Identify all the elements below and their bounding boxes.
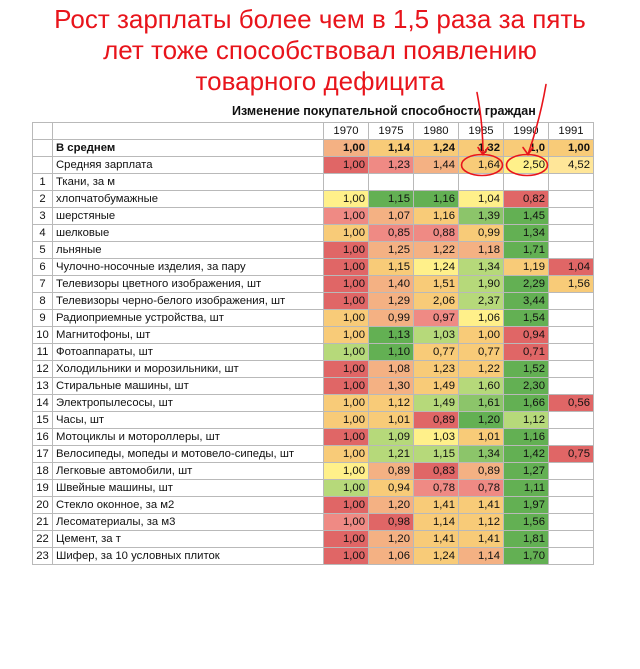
value-cell: 1,41 xyxy=(414,497,459,514)
year-header: 1975 xyxy=(369,123,414,140)
row-label: В среднем xyxy=(53,140,324,157)
row-number: 11 xyxy=(33,344,53,361)
value-cell: 1,61 xyxy=(459,395,504,412)
value-cell: 1,00 xyxy=(324,327,369,344)
value-cell: 1,04 xyxy=(459,191,504,208)
value-cell: 1,00 xyxy=(324,242,369,259)
value-cell: 1,34 xyxy=(459,446,504,463)
value-cell: 1,12 xyxy=(369,395,414,412)
row-number: 2 xyxy=(33,191,53,208)
value-cell: 1,15 xyxy=(414,446,459,463)
value-cell: 1,64 xyxy=(459,157,504,174)
value-cell: 1,23 xyxy=(369,157,414,174)
value-cell: 0,83 xyxy=(414,463,459,480)
value-cell: 1,16 xyxy=(504,429,549,446)
value-cell: 1,00 xyxy=(324,140,369,157)
row-label: хлопчатобумажные xyxy=(53,191,324,208)
value-cell: 1,01 xyxy=(459,429,504,446)
value-cell: 1,18 xyxy=(459,242,504,259)
row-number: 15 xyxy=(33,412,53,429)
row-label: Мотоциклы и мотороллеры, шт xyxy=(53,429,324,446)
row-label: Телевизоры цветного изображения, шт xyxy=(53,276,324,293)
row-label: Стекло оконное, за м2 xyxy=(53,497,324,514)
year-header: 1980 xyxy=(414,123,459,140)
value-cell: 1,00 xyxy=(324,514,369,531)
value-cell: 2,29 xyxy=(504,276,549,293)
value-cell: 1,00 xyxy=(549,140,594,157)
value-cell: 1,56 xyxy=(549,276,594,293)
value-cell: 0,89 xyxy=(369,463,414,480)
value-cell: 1,00 xyxy=(324,208,369,225)
value-cell: 0,85 xyxy=(369,225,414,242)
row-number: 12 xyxy=(33,361,53,378)
value-cell: 1,27 xyxy=(504,463,549,480)
year-header: 1990 xyxy=(504,123,549,140)
value-cell: 1,20 xyxy=(369,531,414,548)
row-number: 18 xyxy=(33,463,53,480)
value-cell: 1,19 xyxy=(504,259,549,276)
value-cell: 3,44 xyxy=(504,293,549,310)
value-cell: 2,30 xyxy=(504,378,549,395)
row-label: шелковые xyxy=(53,225,324,242)
value-cell: 1,60 xyxy=(459,378,504,395)
value-cell: 0,98 xyxy=(369,514,414,531)
row-number: 17 xyxy=(33,446,53,463)
value-cell: 1,51 xyxy=(414,276,459,293)
value-cell: 1,45 xyxy=(504,208,549,225)
value-cell: 0,99 xyxy=(459,225,504,242)
value-cell: 1,0 xyxy=(504,140,549,157)
value-cell: 1,08 xyxy=(369,361,414,378)
value-cell: 1,49 xyxy=(414,395,459,412)
row-label: Легковые автомобили, шт xyxy=(53,463,324,480)
row-label: Фотоаппараты, шт xyxy=(53,344,324,361)
row-label: Швейные машины, шт xyxy=(53,480,324,497)
arrow-to-1990 xyxy=(528,85,546,155)
value-cell: 0,71 xyxy=(504,344,549,361)
value-cell: 1,16 xyxy=(414,208,459,225)
value-cell: 0,78 xyxy=(414,480,459,497)
table-title: Изменение покупательной способности граждан xyxy=(232,104,536,118)
value-cell: 0,77 xyxy=(414,344,459,361)
value-cell: 1,20 xyxy=(459,412,504,429)
value-cell: 1,16 xyxy=(414,191,459,208)
circle-1990-salary xyxy=(507,155,548,176)
value-cell: 1,10 xyxy=(369,344,414,361)
value-cell: 1,70 xyxy=(504,548,549,565)
row-label: шерстяные xyxy=(53,208,324,225)
row-number: 13 xyxy=(33,378,53,395)
value-cell: 1,21 xyxy=(369,446,414,463)
value-cell: 1,71 xyxy=(504,242,549,259)
value-cell: 1,14 xyxy=(414,514,459,531)
row-label: льняные xyxy=(53,242,324,259)
value-cell: 1,00 xyxy=(324,293,369,310)
row-number: 9 xyxy=(33,310,53,327)
row-label: Велосипеды, мопеды и мотовело-сипеды, шт xyxy=(53,446,324,463)
row-label: Магнитофоны, шт xyxy=(53,327,324,344)
value-cell: 0,77 xyxy=(459,344,504,361)
value-cell: 1,00 xyxy=(324,344,369,361)
value-cell: 1,15 xyxy=(369,259,414,276)
value-cell: 1,42 xyxy=(504,446,549,463)
value-cell: 1,00 xyxy=(324,361,369,378)
value-cell: 1,34 xyxy=(504,225,549,242)
row-number: 21 xyxy=(33,514,53,531)
value-cell: 1,00 xyxy=(324,157,369,174)
row-label: Ткани, за м xyxy=(53,174,324,191)
value-cell: 1,14 xyxy=(369,140,414,157)
value-cell: 0,75 xyxy=(549,446,594,463)
row-label: Холодильники и морозильники, шт xyxy=(53,361,324,378)
value-cell: 1,22 xyxy=(459,361,504,378)
value-cell: 0,97 xyxy=(414,310,459,327)
row-label: Чулочно-носочные изделия, за пару xyxy=(53,259,324,276)
row-label: Лесоматериалы, за м3 xyxy=(53,514,324,531)
value-cell: 1,00 xyxy=(324,395,369,412)
value-cell: 1,00 xyxy=(324,548,369,565)
row-number: 7 xyxy=(33,276,53,293)
headline-line-2: лет тоже способствовал появлению xyxy=(103,35,537,65)
value-cell: 1,07 xyxy=(369,208,414,225)
year-header: 1985 xyxy=(459,123,504,140)
value-cell: 1,40 xyxy=(369,276,414,293)
value-cell: 1,56 xyxy=(504,514,549,531)
row-number: 19 xyxy=(33,480,53,497)
value-cell: 1,00 xyxy=(324,378,369,395)
value-cell: 1,12 xyxy=(459,514,504,531)
circle-1985-salary xyxy=(462,155,503,176)
value-cell: 1,00 xyxy=(324,429,369,446)
value-cell: 0,89 xyxy=(459,463,504,480)
row-label: Цемент, за т xyxy=(53,531,324,548)
value-cell: 1,41 xyxy=(414,531,459,548)
value-cell: 0,94 xyxy=(504,327,549,344)
value-cell: 1,29 xyxy=(369,293,414,310)
value-cell: 1,00 xyxy=(324,276,369,293)
headline-line-3: товарного дефицита xyxy=(195,66,445,96)
value-cell: 1,00 xyxy=(459,327,504,344)
value-cell: 1,00 xyxy=(324,463,369,480)
value-cell: 1,97 xyxy=(504,497,549,514)
value-cell: 1,41 xyxy=(459,531,504,548)
value-cell: 1,20 xyxy=(369,497,414,514)
value-cell: 0,99 xyxy=(369,310,414,327)
row-number: 4 xyxy=(33,225,53,242)
value-cell: 1,11 xyxy=(504,480,549,497)
row-number: 5 xyxy=(33,242,53,259)
value-cell: 1,00 xyxy=(324,446,369,463)
row-number: 20 xyxy=(33,497,53,514)
row-label: Шифер, за 10 условных плиток xyxy=(53,548,324,565)
year-header: 1991 xyxy=(549,123,594,140)
row-number: 3 xyxy=(33,208,53,225)
value-cell: 1,06 xyxy=(369,548,414,565)
row-number: 10 xyxy=(33,327,53,344)
value-cell: 1,00 xyxy=(324,259,369,276)
value-cell: 1,00 xyxy=(324,531,369,548)
value-cell: 1,04 xyxy=(549,259,594,276)
row-number: 16 xyxy=(33,429,53,446)
value-cell: 0,88 xyxy=(414,225,459,242)
row-number: 6 xyxy=(33,259,53,276)
value-cell: 1,09 xyxy=(369,429,414,446)
value-cell: 4,52 xyxy=(549,157,594,174)
arrow-to-1985 xyxy=(477,93,483,155)
row-number: 23 xyxy=(33,548,53,565)
row-number: 8 xyxy=(33,293,53,310)
value-cell: 1,25 xyxy=(369,242,414,259)
value-cell: 0,82 xyxy=(504,191,549,208)
value-cell: 1,81 xyxy=(504,531,549,548)
value-cell: 1,66 xyxy=(504,395,549,412)
value-cell: 1,22 xyxy=(414,242,459,259)
value-cell: 1,14 xyxy=(459,548,504,565)
value-cell: 1,32 xyxy=(459,140,504,157)
row-label: Телевизоры черно-белого изображения, шт xyxy=(53,293,324,310)
headline-line-1: Рост зарплаты более чем в 1,5 раза за пять xyxy=(54,4,586,34)
row-label: Электропылесосы, шт xyxy=(53,395,324,412)
row-label: Радиоприемные устройства, шт xyxy=(53,310,324,327)
value-cell: 0,94 xyxy=(369,480,414,497)
value-cell: 1,90 xyxy=(459,276,504,293)
row-label: Часы, шт xyxy=(53,412,324,429)
value-cell: 1,00 xyxy=(324,191,369,208)
row-label: Стиральные машины, шт xyxy=(53,378,324,395)
value-cell: 1,24 xyxy=(414,259,459,276)
value-cell: 1,15 xyxy=(369,191,414,208)
value-cell: 0,78 xyxy=(459,480,504,497)
row-number: 14 xyxy=(33,395,53,412)
value-cell: 1,54 xyxy=(504,310,549,327)
value-cell: 1,03 xyxy=(414,327,459,344)
value-cell: 1,23 xyxy=(414,361,459,378)
value-cell: 1,00 xyxy=(324,225,369,242)
value-cell: 1,52 xyxy=(504,361,549,378)
value-cell: 2,50 xyxy=(504,157,549,174)
value-cell: 1,49 xyxy=(414,378,459,395)
value-cell: 1,03 xyxy=(414,429,459,446)
row-label: Средняя зарплата xyxy=(53,157,324,174)
value-cell: 1,00 xyxy=(324,412,369,429)
value-cell: 1,00 xyxy=(324,497,369,514)
value-cell: 1,00 xyxy=(324,310,369,327)
year-header: 1970 xyxy=(324,123,369,140)
value-cell: 1,24 xyxy=(414,140,459,157)
value-cell: 1,06 xyxy=(459,310,504,327)
value-cell: 0,56 xyxy=(549,395,594,412)
value-cell: 1,24 xyxy=(414,548,459,565)
value-cell: 1,34 xyxy=(459,259,504,276)
arrow-to-1990-head xyxy=(523,148,533,155)
value-cell: 1,41 xyxy=(459,497,504,514)
value-cell: 1,30 xyxy=(369,378,414,395)
value-cell: 1,01 xyxy=(369,412,414,429)
row-number: 1 xyxy=(33,174,53,191)
value-cell: 0,89 xyxy=(414,412,459,429)
row-number: 22 xyxy=(33,531,53,548)
value-cell: 2,06 xyxy=(414,293,459,310)
value-cell: 1,39 xyxy=(459,208,504,225)
value-cell: 1,12 xyxy=(504,412,549,429)
value-cell: 2,37 xyxy=(459,293,504,310)
value-cell: 1,44 xyxy=(414,157,459,174)
value-cell: 1,13 xyxy=(369,327,414,344)
value-cell: 1,00 xyxy=(324,480,369,497)
